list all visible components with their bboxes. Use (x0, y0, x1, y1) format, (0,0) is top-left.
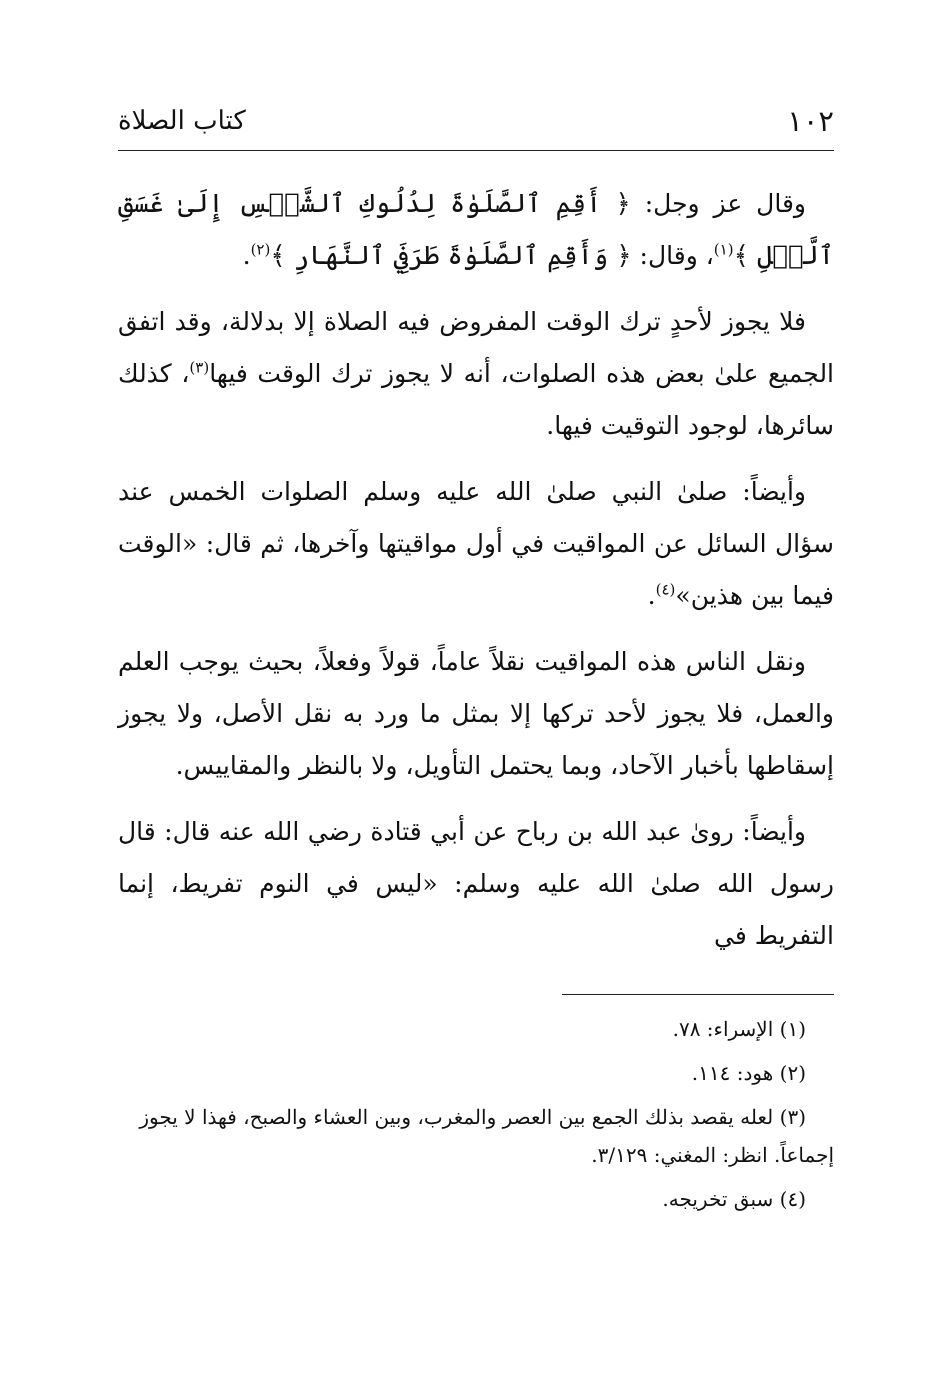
page-number: ١٠٢ (787, 104, 834, 138)
quran-verse-1: ﴿ أَقِمِ ٱلصَّلَوٰةَ لِدُلُوكِ ٱلشَّمۡسِ إِلَىٰ غَسَقِ ٱلَّيۡلِ ﴾ (118, 189, 834, 271)
main-text (118, 178, 834, 976)
paragraph-3 (118, 466, 834, 622)
paragraph-4: ونقل الناس هذه المواقيت نقلاً عاماً، قولاً وفعلاً، بحيث يوجب العلم والعمل، فلا يجوز لأحد تركها إلا بمثل ما ورد به نقل الأصل، ولا يجوز إسقاطها بأخبار الآحاد، وبما يحتمل التأويل، ولا بالنظر والمقاييس. (118, 647, 834, 780)
paragraph-1-mid: ، وقال: (631, 241, 714, 270)
footnote-divider (562, 994, 834, 995)
footnote-ref-2[interactable]: (٢) (250, 240, 271, 259)
footnote-ref-1[interactable]: (١) (713, 240, 734, 259)
footnote-ref-4[interactable]: (٤) (655, 580, 676, 599)
paragraph-1 (118, 178, 834, 282)
paragraph-3-end: . (647, 581, 656, 610)
footnote-ref-3[interactable]: (٣) (189, 358, 210, 377)
page-header (118, 102, 834, 146)
footnote-4: (٤) سبق تخريجه. (662, 1187, 806, 1211)
quran-verse-2: ﴿ وَأَقِمِ ٱلصَّلَوٰةَ طَرَفَيِ ٱلنَّهَارِ ﴾ (270, 241, 632, 271)
paragraph-2-text: فلا يجوز لأحدٍ ترك الوقت المفروض فيه الصلاة إلا بدلالة، وقد اتفق الجميع علىٰ بعض هذه الصلوات، أنه لا يجوز ترك الوقت فيها (118, 307, 835, 388)
paragraph-2 (118, 296, 834, 452)
running-title: كتاب الصلاة (118, 106, 246, 136)
paragraph-1-end: . (242, 241, 251, 270)
header-divider (118, 150, 834, 151)
footnote-2: (٢) هود: ١١٤. (691, 1061, 806, 1085)
footnote-1: (١) الإسراء: ٧٨. (672, 1017, 806, 1041)
footnotes (118, 1010, 834, 1224)
paragraph-2-end: ، كذلك سائرها، لوجود التوقيت فيها. (118, 359, 834, 440)
paragraph-5: وأيضاً: روىٰ عبد الله بن رباح عن أبي قتادة رضي الله عنه قال: قال رسول الله صلىٰ الله عليه وسلم: «ليس في النوم تفريط، إنما التفريط في (118, 817, 834, 950)
paragraph-3-text: وأيضاً: صلىٰ النبي صلىٰ الله عليه وسلم الصلوات الخمس عند سؤال السائل عن المواقيت في أول مواقيتها وآخرها، ثم قال: «الوقت فيما بين هذين» (118, 477, 834, 610)
footnote-3: (٣) لعله يقصد بذلك الجمع بين العصر والمغرب، وبين العشاء والصبح، فهذا لا يجوز إجماعاً. انظر: المغني: ٣/١٢٩. (139, 1105, 834, 1167)
paragraph-1-intro: وقال عز وجل: (630, 189, 806, 218)
